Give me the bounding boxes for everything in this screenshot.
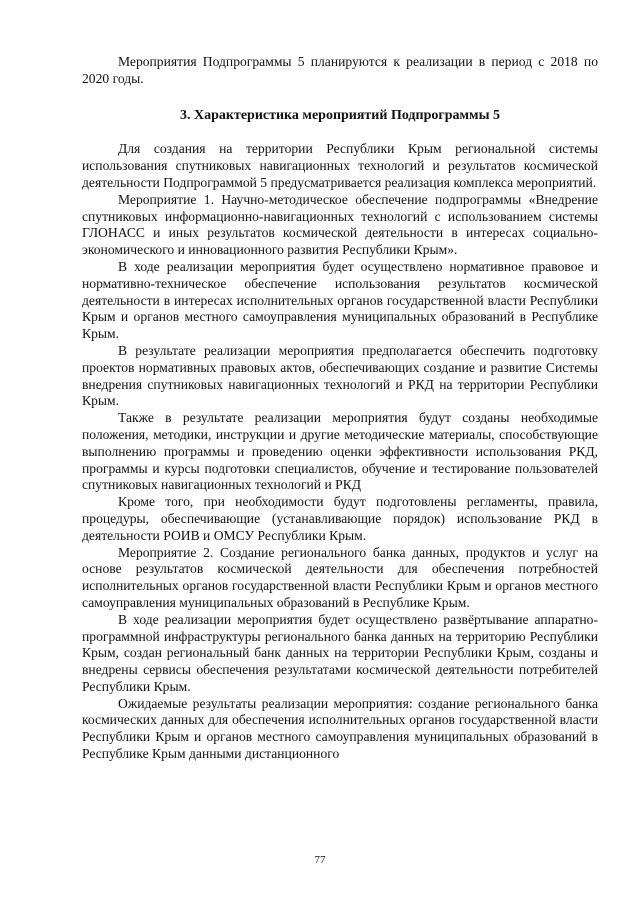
page-number: 77: [314, 854, 326, 866]
intro-paragraph: Мероприятия Подпрограммы 5 планируются к реализации в период с 2018 по 2020 годы.: [82, 54, 598, 86]
paragraph-3: В ходе реализации мероприятия будет осуществлено нормативное правовое и нормативно-техническое обеспечение использования результатов космической деятельности в интересах исполнительных органов государственной власти Республики Крым и органов местного самоуправления муниципальных образований в Республике Крым.: [82, 258, 598, 342]
section-heading: 3. Характеристика мероприятий Подпрограммы 5: [179, 107, 501, 123]
document-page: [82, 54, 598, 763]
paragraph-7: Мероприятие 2. Создание регионального банка данных, продуктов и услуг на основе результатов космической деятельности для обеспечения потребностей исполнительных органов государственной власти Республики Крым и органов местного самоуправления муниципальных образований в Республике Крым.: [82, 544, 598, 610]
paragraph-8: В ходе реализации мероприятия будет осуществлено развёртывание аппаратно-программной инфраструктуры регионального банка данных на территорию Республики Крым, создан региональный банк данных на территории Республики Крым, созданы и внедрены сервисы обеспечения результатами космической деятельности потребителей Республики Крым.: [82, 611, 598, 694]
paragraph-9: Ожидаемые результаты реализации мероприятия: создание регионального банка космических данных для обеспечения исполнительных органов государственной власти Республики Крым и органов местного самоуправления муниципальных образований в Республике Крым данными дистанционного: [82, 695, 598, 762]
paragraph-5: Также в результате реализации мероприятия будут созданы необходимые положения, методики, инструкции и другие методические материалы, способствующие выполнению программы и проведению оценки эффективности использования РКД, программы и курсы подготовки специалистов, обучение и тестирование пользователей спутниковых навигационных технологий и РКД: [82, 410, 598, 493]
paragraph-6: Кроме того, при необходимости будут подготовлены регламенты, правила, процедуры, обеспечивающие (устанавливающие порядок) использование РКД в деятельности РОИВ и ОМСУ Республики Крым.: [82, 494, 598, 543]
paragraph-4: В результате реализации мероприятия предполагается обеспечить подготовку проектов нормативных правовых актов, обеспечивающих создание и развитие Системы внедрения спутниковых навигационных технологий и РКД на территории Республики Крым.: [82, 342, 598, 409]
paragraph-1: Для создания на территории Республики Крым региональной системы использования спутниковых навигационных технологий и результатов космической деятельности Подпрограммой 5 предусматривается реализация комплекса мероприятий.: [82, 141, 598, 190]
paragraph-2: Мероприятие 1. Научно-методическое обеспечение подпрограммы «Внедрение спутниковых информационно-навигационных технологий с использованием системы ГЛОНАСС и иных результатов космической деятельности в интересах социально-экономического и инновационного развития Республики Крым».: [82, 191, 598, 258]
